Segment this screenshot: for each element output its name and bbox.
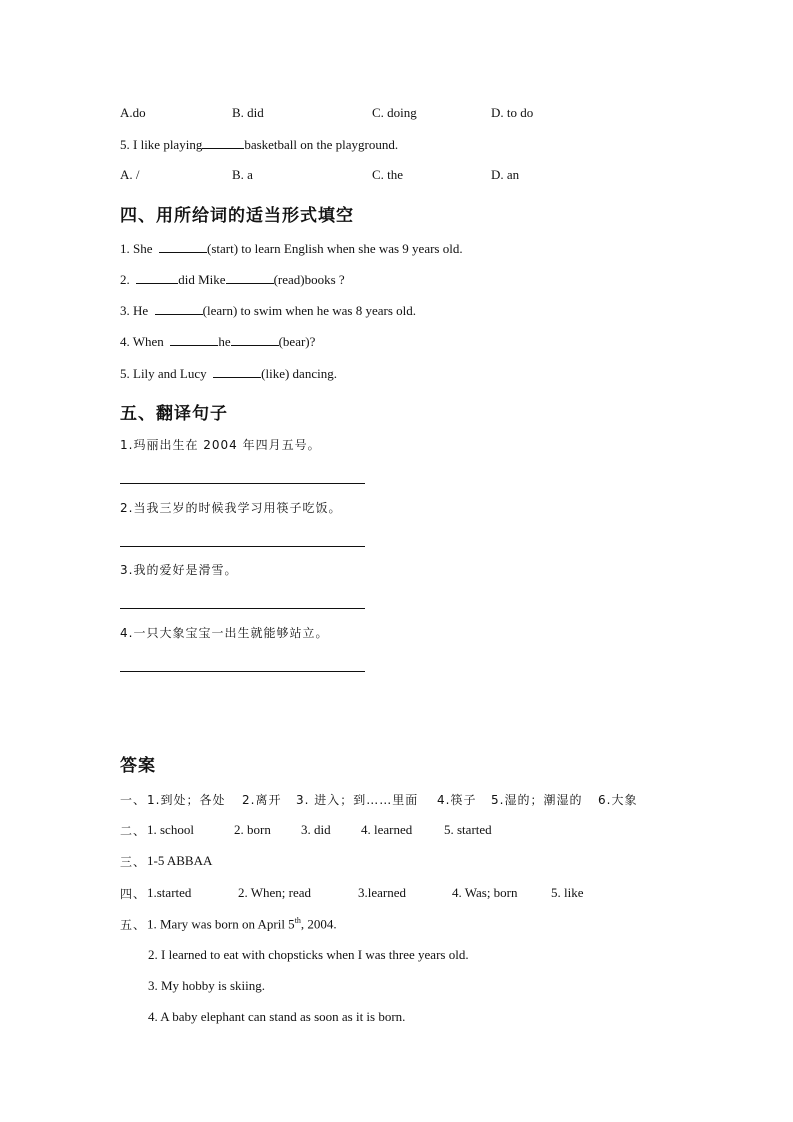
s4-2-blank-2 <box>226 271 274 284</box>
s4-4-mid: he <box>218 334 231 349</box>
ans4-prefix: 四、 <box>120 887 147 901</box>
s4-2-pre: 2. <box>120 272 130 287</box>
s4-1-blank <box>159 240 207 253</box>
ans5-prefix: 五、 <box>120 918 147 932</box>
ans3-prefix: 三、 <box>120 855 147 869</box>
ans5-s1-pre: 1. Mary was born on April 5 <box>147 916 295 932</box>
q4-option-b: B. did <box>232 105 264 120</box>
section4-item-1 <box>120 240 463 257</box>
q5-stem <box>120 136 398 153</box>
ans5-s3: 3. My hobby is skiing. <box>148 978 266 993</box>
s4-4-pre: 4. When <box>120 334 164 349</box>
s4-4-blank-2 <box>231 333 279 346</box>
section4-item-3 <box>120 302 416 319</box>
q4-option-a: A.do <box>120 105 146 120</box>
section4-item-5 <box>120 365 337 382</box>
s4-1-post: (start) to learn English when she was 9 years old. <box>207 241 463 256</box>
q5-option-c: C. the <box>372 167 404 182</box>
ans1-a4: 4.筷子 <box>437 793 477 807</box>
q5-text-post: basketball on the playground. <box>244 137 399 152</box>
ans2-a2: 2. born <box>234 822 271 837</box>
s4-5-post: (like) dancing. <box>261 366 337 381</box>
ans2-a5: 5. started <box>444 822 492 837</box>
q5-option-d: D. an <box>491 167 520 182</box>
section4-item-4 <box>120 333 315 350</box>
answer-line-2 <box>120 546 365 547</box>
ans4-a3: 3.learned <box>358 885 407 900</box>
s4-2-post: (read)books ? <box>273 272 345 287</box>
section4-heading: 四、用所给词的适当形式填空 <box>120 206 354 226</box>
ans4-a5: 5. like <box>551 885 584 900</box>
ans1-a2: 2.离开 <box>242 793 282 807</box>
q5-text-pre: 5. I like playing <box>120 137 203 152</box>
section5-heading: 五、翻译句子 <box>120 404 228 424</box>
s4-2-blank-1 <box>136 271 178 284</box>
ans1-a5: 5.湿的；潮湿的 <box>491 793 583 807</box>
ans1-a3: 3. 进入；到……里面 <box>296 793 419 807</box>
ans1-prefix: 一、 <box>120 793 147 807</box>
q4-option-c: C. doing <box>372 105 417 120</box>
ans4-a2: 2. When; read <box>238 885 312 900</box>
s4-5-pre: 5. Lily and Lucy <box>120 366 207 381</box>
ans5-s1 <box>147 916 337 932</box>
q5-option-b: B. a <box>232 167 253 182</box>
s4-4-blank-1 <box>170 333 218 346</box>
q4-option-d: D. to do <box>491 105 534 120</box>
section4-item-2 <box>120 271 345 288</box>
ans5-s1-sup: th <box>294 916 301 925</box>
ans3-text: 1-5 ABBAA <box>147 853 213 868</box>
ans2-prefix: 二、 <box>120 824 147 838</box>
s4-3-post: (learn) to swim when he was 8 years old. <box>202 303 417 318</box>
section5-item-1: 1.玛丽出生在 2004 年四月五号。 <box>120 438 321 452</box>
answer-line-4 <box>120 671 365 672</box>
s4-3-blank <box>155 302 203 315</box>
ans4-a1: 1.started <box>147 885 192 900</box>
ans5-s2: 2. I learned to eat with chopsticks when I was three years old. <box>148 947 469 962</box>
ans4-a4: 4. Was; born <box>452 885 518 900</box>
ans5-s4: 4. A baby elephant can stand as soon as it is born. <box>148 1009 406 1024</box>
ans5-s1-post: , 2004. <box>300 916 337 932</box>
ans1-a1: 1.到处；各处 <box>147 793 226 807</box>
answer-line-3 <box>120 608 365 609</box>
section5-item-4: 4.一只大象宝宝一出生就能够站立。 <box>120 626 329 640</box>
s4-4-post: (bear)? <box>278 334 316 349</box>
section5-item-3: 3.我的爱好是滑雪。 <box>120 563 238 577</box>
section5-item-2: 2.当我三岁的时候我学习用筷子吃饭。 <box>120 501 342 515</box>
s4-2-mid: did Mike <box>178 272 226 287</box>
q5-option-a: A. / <box>120 167 140 182</box>
s4-5-blank <box>213 365 261 378</box>
q5-blank <box>202 136 244 149</box>
answer-line-1 <box>120 483 365 484</box>
ans2-a1: 1. school <box>147 822 194 837</box>
ans2-a4: 4. learned <box>361 822 413 837</box>
ans1-a6: 6.大象 <box>598 793 638 807</box>
s4-1-pre: 1. She <box>120 241 153 256</box>
answers-heading: 答案 <box>120 756 156 776</box>
ans2-a3: 3. did <box>301 822 331 837</box>
s4-3-pre: 3. He <box>120 303 149 318</box>
